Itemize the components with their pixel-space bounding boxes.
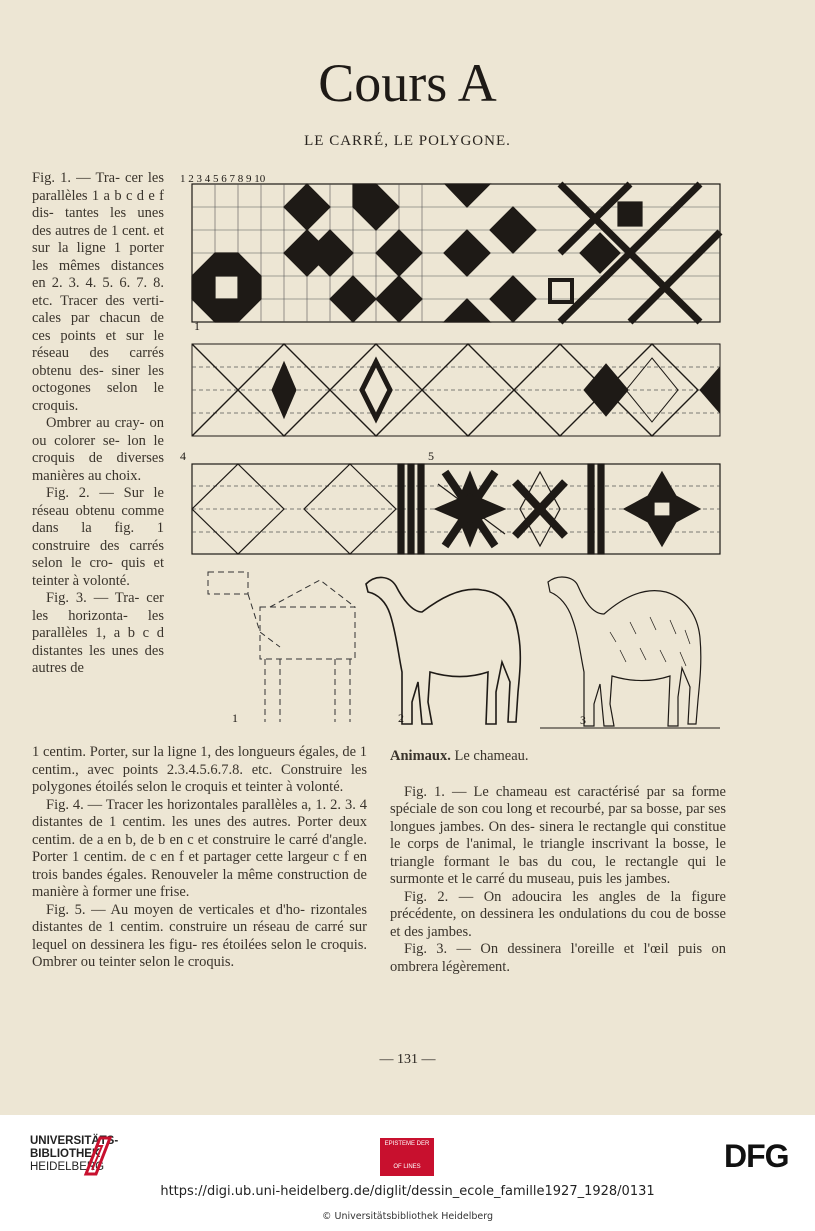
paragraph-fig3: Fig. 3. — Tra- cer les horizonta- les parallèles 1, a b c d distantes les unes des autres de (32, 590, 164, 676)
figure-1-label: 1 (194, 319, 200, 333)
paragraph-camel-fig3: Fig. 3. — On dessinera l'oreille et l'œil puis on ombrera légèrement. (390, 941, 726, 975)
animals-heading-rest: Le chameau. (450, 748, 529, 764)
paragraph-fig5: Fig. 5. — Au moyen de verticales et d'ho- rizontales distantes de 1 centim. construire un réseau de carré sur lequel on dessinera les figu- res étoilées selon le croquis. Ombrer ou teinter selon le croquis. (32, 901, 367, 970)
camel-construction-sketch (208, 572, 355, 722)
paragraph-camel-fig2: Fig. 2. — On adoucira les angles de la figure précédente, on dessinera les ondulations du cou de bosse et des jambes. (390, 888, 726, 940)
dfg-logo[interactable]: DFG (724, 1138, 789, 1174)
paragraph-ombrer: Ombrer au cray- on ou colorer se- lon le croquis de diverses manières au choix. (32, 415, 164, 484)
figure-2-diamond-band (192, 344, 720, 436)
camel-shaded (540, 577, 720, 728)
camel-3-label: 3 (580, 713, 586, 727)
bottom-left-text (32, 744, 367, 972)
animals-heading-bold: Animaux. (390, 748, 451, 764)
permalink-url[interactable]: https://digi.ub.uni-heidelberg.de/diglit/dessin_ecole_famille1927_1928/0131 (160, 1184, 655, 1199)
left-column-text (32, 170, 164, 678)
camel-outline (366, 577, 520, 724)
page-subtitle: LE CARRÉ, LE POLYGONE. (304, 133, 511, 149)
right-column-text (390, 748, 726, 976)
paragraph-fig3-cont: 1 centim. Porter, sur la ligne 1, des longueurs égales, de 1 centim., avec points 2.3.4.5.6.7.8. etc. Construire les polygones étoilés selon le croquis et teinter à volonté. (32, 744, 367, 795)
project-logo[interactable] (380, 1138, 434, 1176)
project-logo-top: EPISTEME DER (384, 1141, 430, 1147)
paragraph-fig4: Fig. 4. — Tracer les horizontales parallèles a, 1. 2. 3. 4 distantes de 1 centim. les unes des autres. Porter deux centim. de a en b, de b en c et construire le carré d'angle. Porter 1 centim. de c en f et partager cette largeur c f en trois bandes égales. Renouveler la même construction de manière à former une frise. (32, 796, 367, 900)
geometry-figures (180, 172, 740, 742)
figure-1-octagon-band (192, 184, 720, 322)
figure-5-label: 5 (428, 449, 434, 463)
page-title: Cours A (318, 53, 497, 113)
paragraph-fig1: Fig. 1. — Tra- cer les parallèles 1 a b c d e f dis- tantes les unes des autres de 1 cent. et sur la ligne 1 porter les mêmes distances en 2. 3. 4. 5. 6. 7. 8. etc. Tracer des verti- cales par chacun de ces points et sur le réseau des carrés obtenu des- siner les octogones selon le croquis. (32, 170, 164, 414)
svg-text:1 2 3 4 5 6 7 8 9 10: 1 2 3 4 5 6 7 8 9 10 (180, 173, 266, 185)
paragraph-fig2: Fig. 2. — Sur le réseau obtenu comme dans la fig. 1 construire des carrés selon le cro- quis et teinter à volonté. (32, 485, 164, 589)
camel-1-label: 1 (232, 711, 238, 725)
paragraph-camel-fig1: Fig. 1. — Le chameau est caractérisé par sa forme spéciale de son cou long et recourbé, par sa bosse, par ses longues jambes. On des- sinera le rectangle qui constitue le corps de l'animal, le triangle inscrivant la bosse, le triangle formant le bas du cou, le rectangle qui le surmonte et le carré du museau, puis les jambes. (390, 783, 726, 887)
figure-4-label: 4 (180, 449, 186, 463)
project-logo-bottom: OF LINES (393, 1164, 421, 1170)
camel-2-label: 2 (398, 711, 404, 725)
library-name-line3: HEIDELBERG (30, 1161, 105, 1173)
library-mark-icon (82, 1136, 112, 1176)
library-name-line2: BIBLIOTHEK (30, 1148, 101, 1160)
page-number: — 131 — (379, 1052, 436, 1067)
library-name-line1: UNIVERSITÄTS- (30, 1135, 119, 1147)
animals-heading (390, 748, 726, 766)
figure-4-star-frieze (192, 464, 720, 554)
copyright-notice: © Universitätsbibliothek Heidelberg (321, 1211, 493, 1222)
